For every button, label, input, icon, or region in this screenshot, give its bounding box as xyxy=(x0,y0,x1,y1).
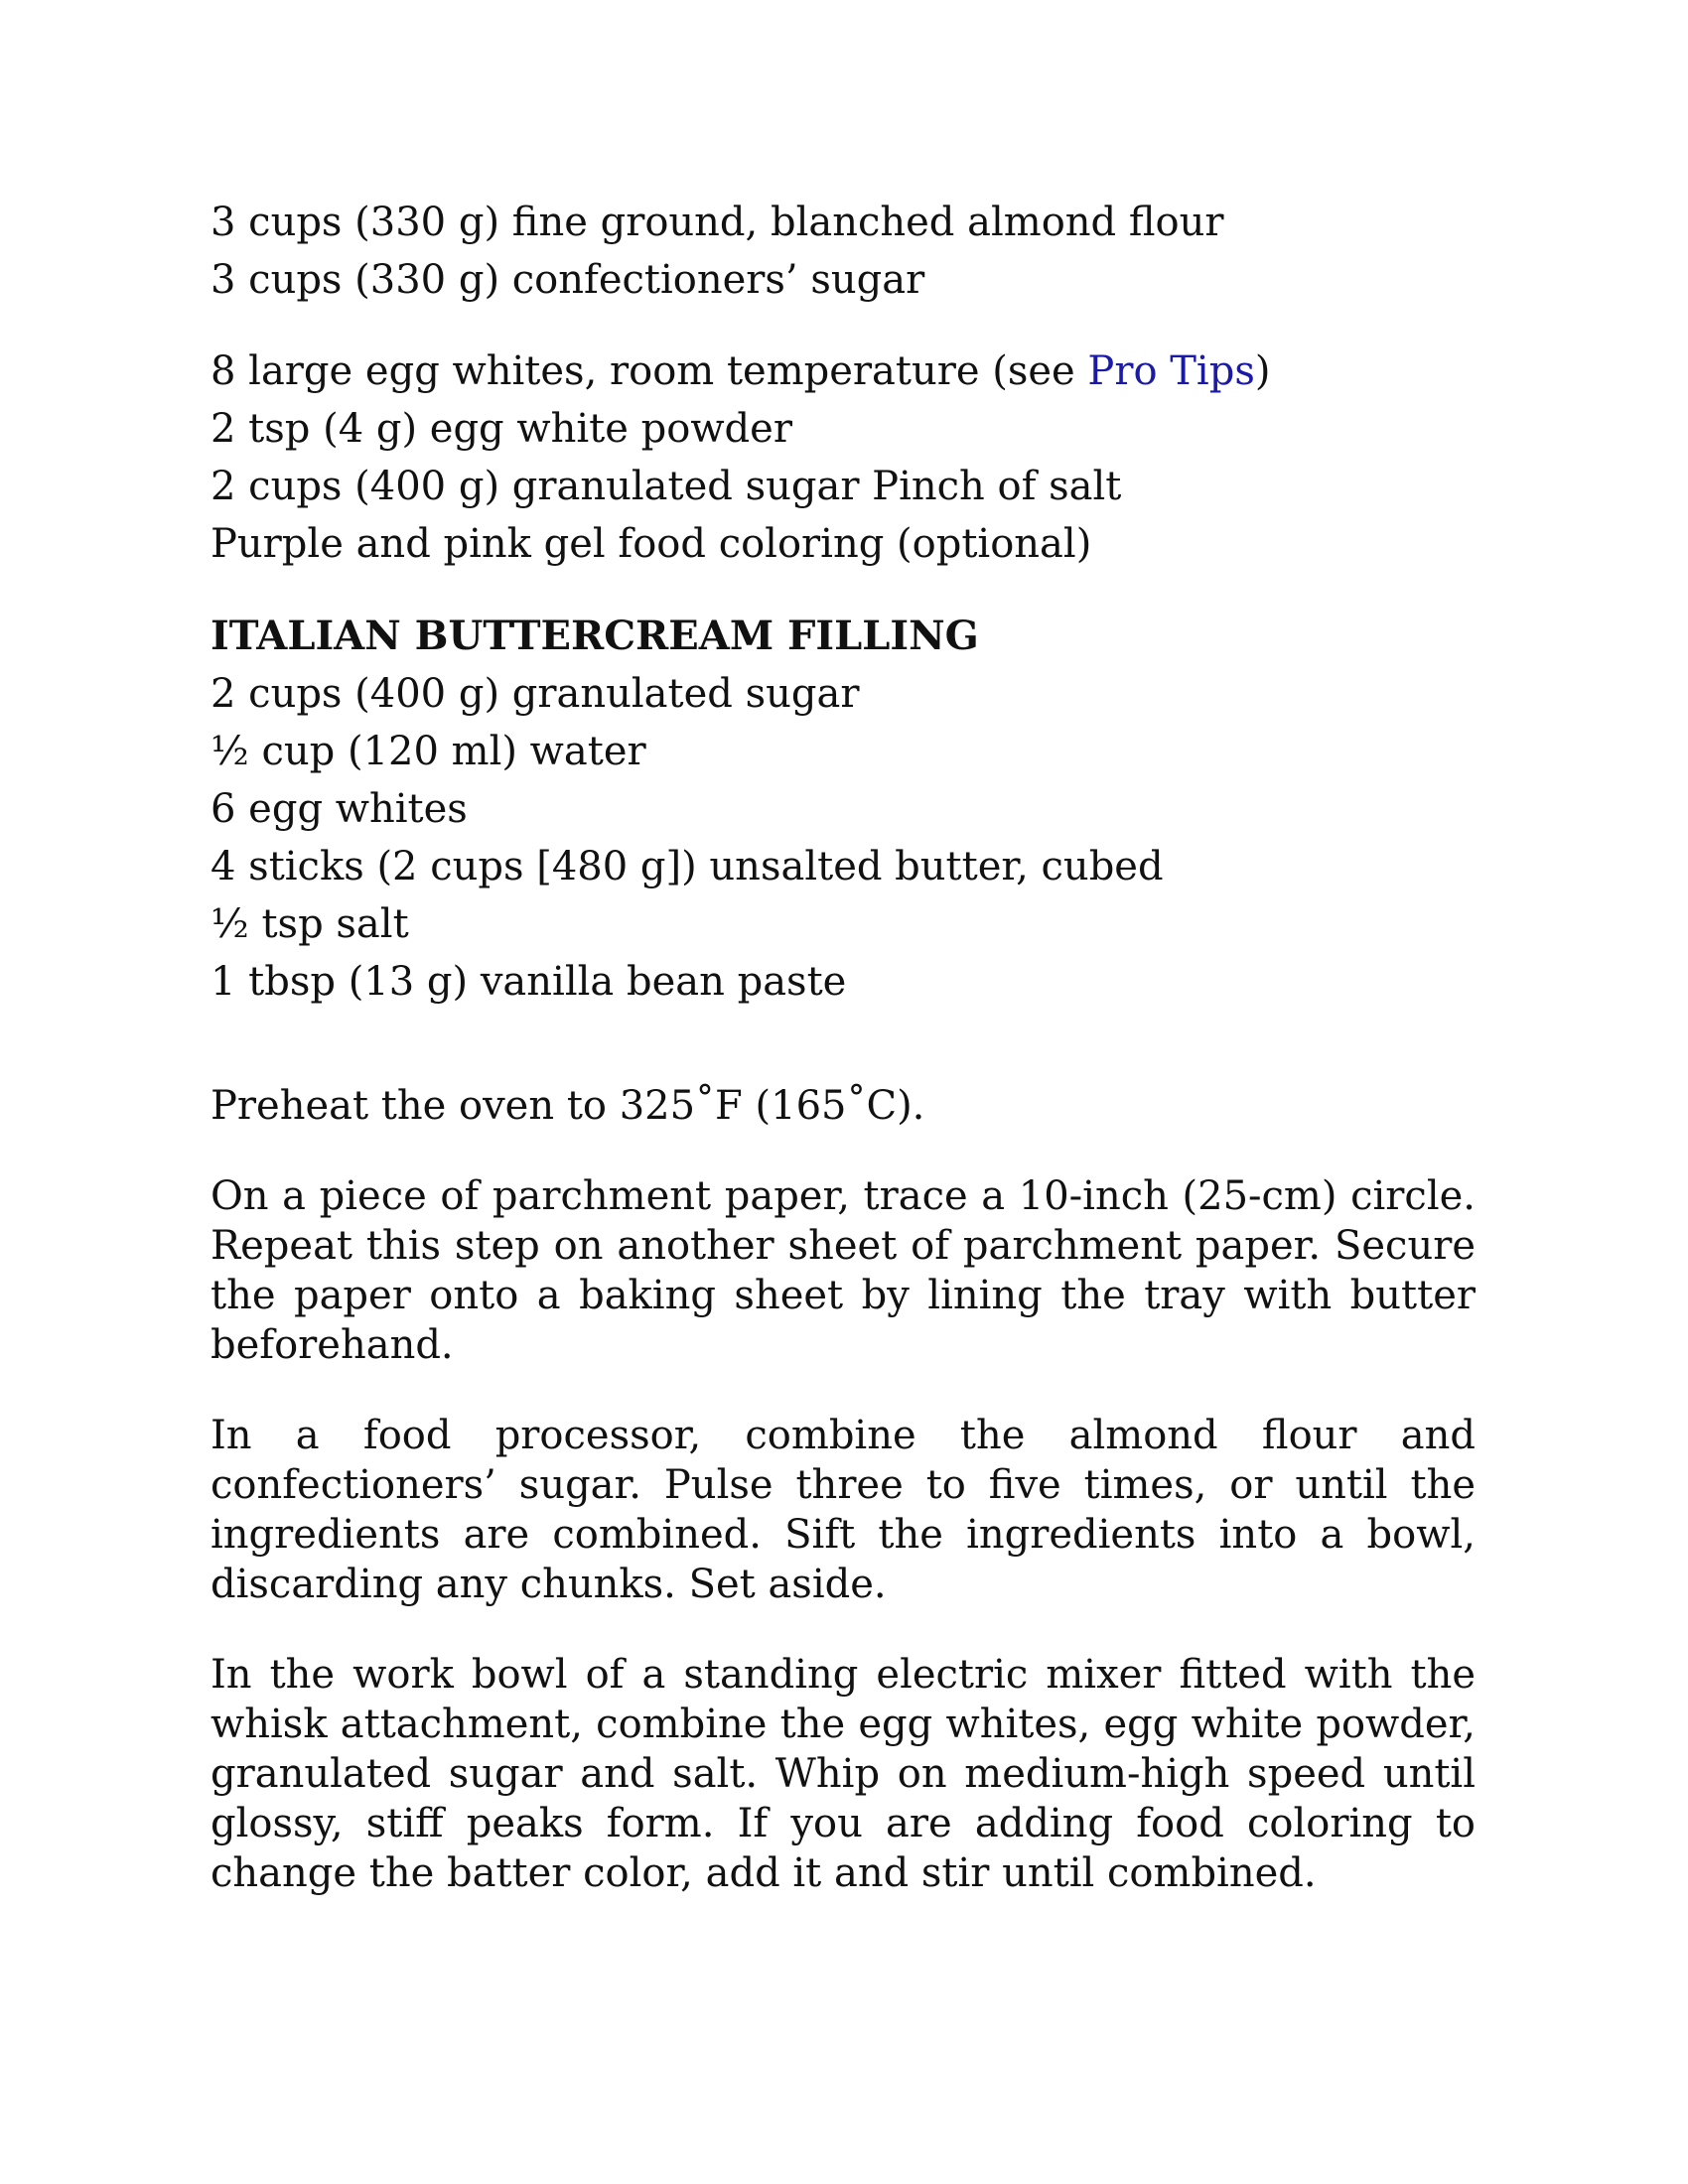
ingredient-item: 2 cups (400 g) granulated sugar xyxy=(211,671,860,717)
ingredient-item: 2 tsp (4 g) egg white powder xyxy=(211,406,792,452)
spacer xyxy=(211,1131,1476,1171)
ingredient-item: 4 sticks (2 cups [480 g]) unsalted butter, cubed xyxy=(211,844,1164,889)
ingredient-item xyxy=(211,342,1476,400)
spacer xyxy=(211,573,1476,608)
ingredient-group-dry xyxy=(211,194,1476,309)
instruction-step: On a piece of parchment paper, trace a 10-inch (25-cm) circle. Repeat this step on another sheet of parchment paper. Secure the paper onto a baking sheet by lining the tray with butter beforehand. xyxy=(211,1173,1476,1368)
instructions xyxy=(211,1081,1476,1898)
ingredient-item: 3 cups (330 g) fine ground, blanched almond flour xyxy=(211,200,1224,245)
spacer xyxy=(211,1609,1476,1650)
ingredient-item: 6 egg whites xyxy=(211,786,468,832)
section-heading: ITALIAN BUTTERCREAM FILLING xyxy=(211,613,979,659)
ingredient-item: 3 cups (330 g) confectioners’ sugar xyxy=(211,257,925,303)
ingredient-item: 2 cups (400 g) granulated sugar Pinch of salt xyxy=(211,464,1122,509)
spacer xyxy=(211,309,1476,342)
pro-tips-link[interactable]: Pro Tips xyxy=(1087,348,1255,394)
ingredient-item: 1 tbsp (13 g) vanilla bean paste xyxy=(211,959,847,1005)
instruction-step: Preheat the oven to 325˚F (165˚C). xyxy=(211,1083,925,1129)
spacer xyxy=(211,1370,1476,1411)
spacer xyxy=(211,1011,1476,1081)
ingredient-group-meringue xyxy=(211,342,1476,573)
instruction-step: In a food processor, combine the almond flour and confectioners’ sugar. Pulse three to five times, or until the ingredients are combined. Sift the ingredients into a bowl, discarding any chunks. Set aside. xyxy=(211,1413,1476,1607)
ingredient-item: Purple and pink gel food coloring (optional) xyxy=(211,521,1092,567)
ingredient-text: 8 large egg whites, room temperature (see xyxy=(211,348,1088,394)
ingredient-item: ½ cup (120 ml) water xyxy=(211,729,646,774)
ingredient-item: ½ tsp salt xyxy=(211,901,409,947)
recipe-page xyxy=(211,194,1476,1898)
instruction-step: In the work bowl of a standing electric mixer fitted with the whisk attachment, combine the egg whites, egg white powder, granulated sugar and salt. Whip on medium-high speed until glossy, stiff peaks form. If you are adding food coloring to change the batter color, add it and stir until combined. xyxy=(211,1652,1476,1896)
ingredient-text: ) xyxy=(1254,348,1271,394)
ingredient-group-buttercream xyxy=(211,608,1476,1011)
